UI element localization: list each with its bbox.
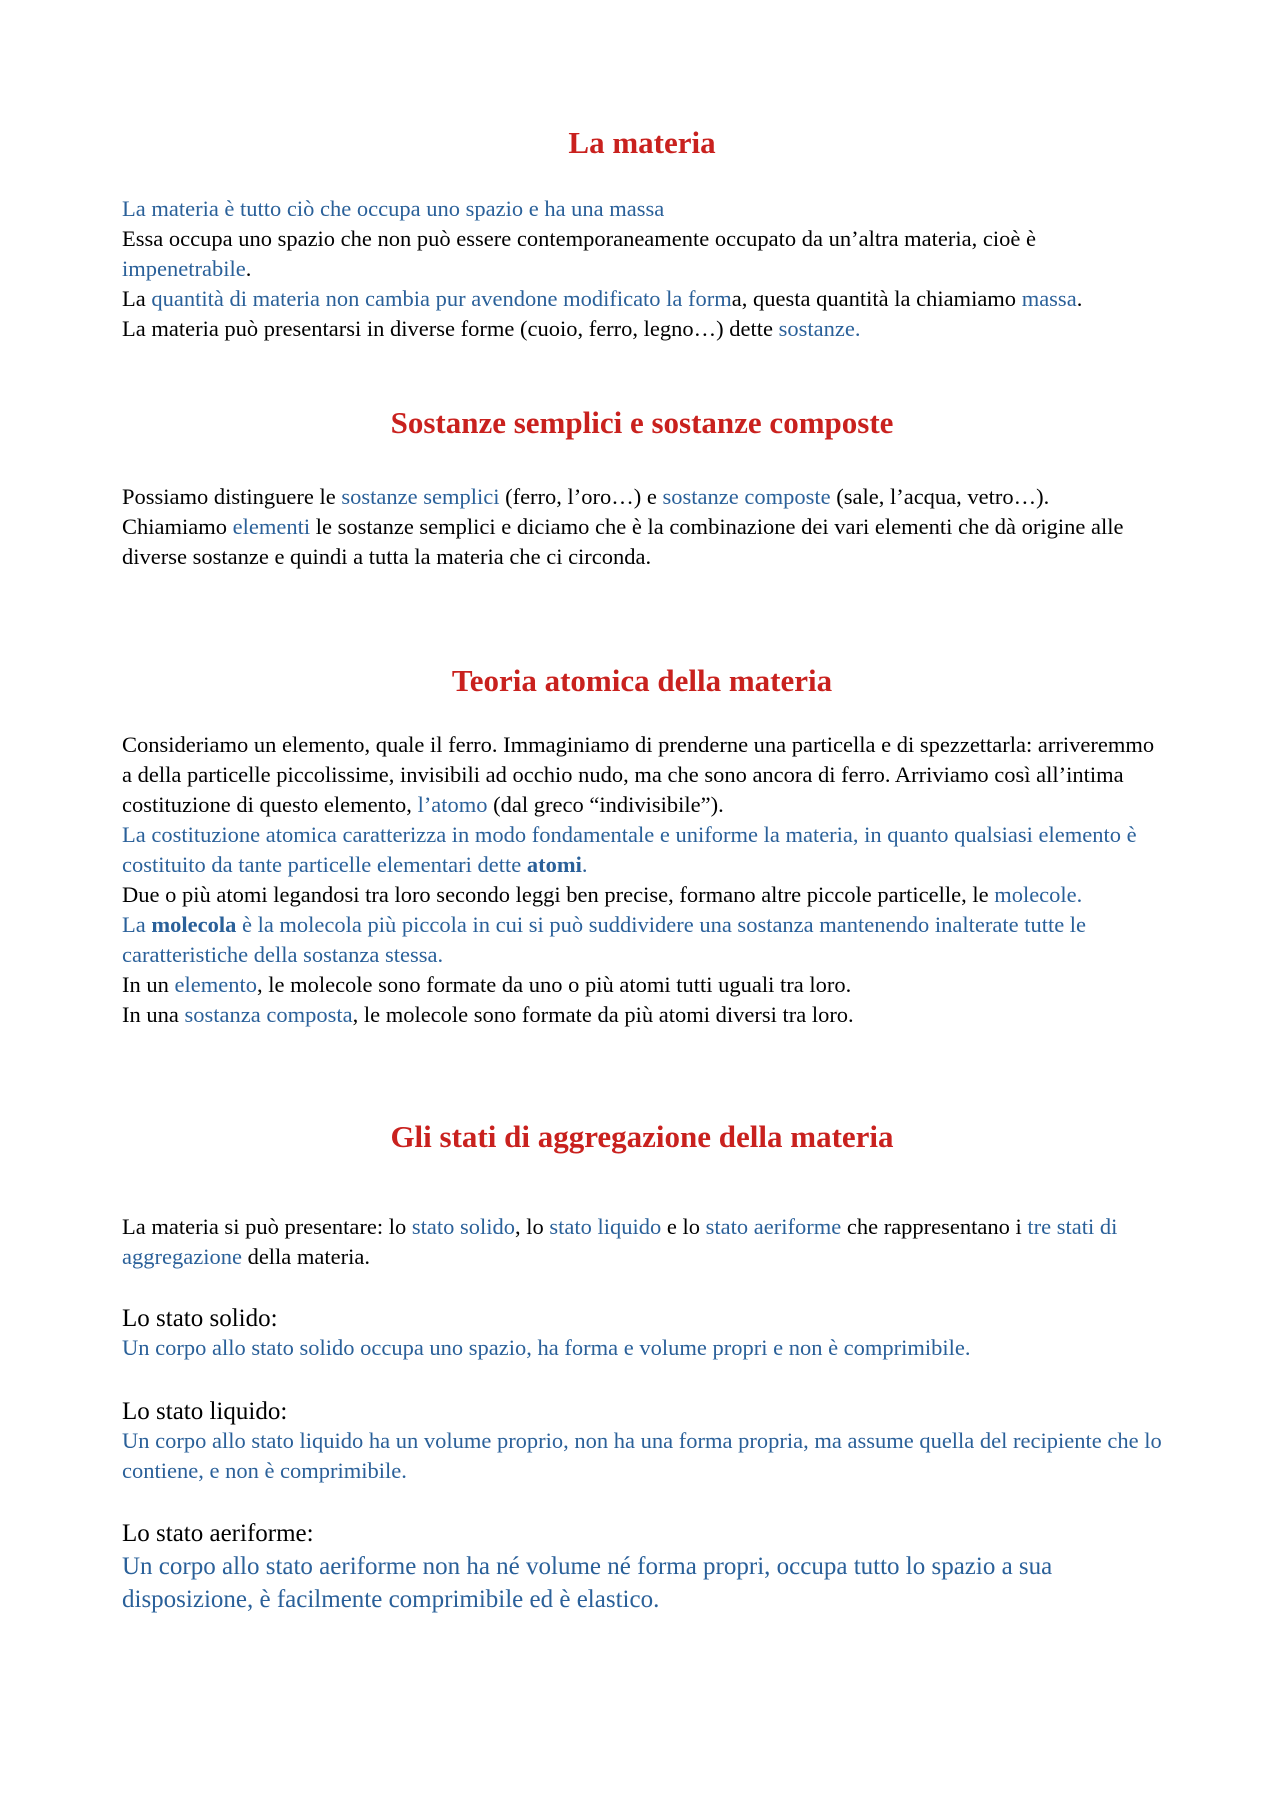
text: , le molecole sono formate da uno o più atomi tutti uguali tra loro.: [256, 972, 852, 997]
text: che rappresentano i: [841, 1214, 1028, 1239]
highlight-text: è la molecola più piccola in cui si può suddividere una sostanza mantenendo inalterate tutte le caratteristiche della sostanza stessa.: [122, 912, 1087, 967]
highlight-text: tre stati di aggregazione: [122, 1214, 1118, 1269]
text: Due o più atomi legandosi tra loro secondo leggi ben precise, formano altre piccole particelle, le: [122, 882, 995, 907]
highlight-text: sostanze.: [778, 316, 861, 341]
text: (sale, l’acqua, vetro…).: [830, 484, 1050, 509]
paragraph: [122, 1212, 1162, 1272]
paragraph: [122, 284, 1162, 314]
highlight-text: stato solido: [411, 1214, 516, 1239]
highlight-text: La: [122, 912, 152, 937]
text: (dal greco “indivisibile”).: [487, 792, 724, 817]
text: In un: [122, 972, 175, 997]
stato-liquido-block: [122, 1396, 1162, 1486]
highlight-text: elemento: [174, 972, 257, 997]
paragraph: [122, 820, 1162, 880]
text: La: [122, 286, 152, 311]
text: Essa occupa uno spazio che non può essere contemporaneamente occupato da un’altra materia, cioè è: [122, 226, 1036, 251]
text: La materia si può presentare: lo: [122, 1214, 412, 1239]
text: In una: [122, 1002, 185, 1027]
highlight-text: stato aeriforme: [705, 1214, 842, 1239]
paragraph: [122, 910, 1162, 970]
text: .: [245, 256, 252, 281]
stato-liquido-label: Lo stato liquido:: [122, 1398, 288, 1425]
stato-liquido-text: Un corpo allo stato liquido ha un volume proprio, non ha una forma propria, ma assume quella del recipiente che lo contiene, e non è comprimibile.: [122, 1428, 1162, 1483]
stato-aeriforme-label: Lo stato aeriforme:: [122, 1520, 314, 1547]
stato-aeriforme-text: Un corpo allo stato aeriforme non ha né volume né forma propri, occupa tutto lo spazio a sua disposizione, è facilmente comprimibile ed è elastico.: [122, 1553, 1053, 1613]
stato-aeriforme-block: [122, 1518, 1162, 1616]
paragraph: [122, 730, 1162, 820]
text: Chiamiamo: [122, 514, 233, 539]
stato-solido-label: Lo stato solido:: [122, 1305, 278, 1332]
bold-term: atomi: [526, 852, 582, 877]
highlight-text: sostanze composte: [662, 484, 831, 509]
highlight-text: La materia è tutto ciò che occupa uno spazio e ha una massa: [122, 196, 665, 221]
text: e lo: [661, 1214, 706, 1239]
highlight-text: elementi: [232, 514, 311, 539]
section-sostanze-body: [122, 482, 1162, 572]
paragraph: [122, 512, 1162, 572]
text: (ferro, l’oro…) e: [499, 484, 663, 509]
text: La materia può presentarsi in diverse forme (cuoio, ferro, legno…) dette: [122, 316, 779, 341]
section-title-stati-aggregazione: Gli stati di aggregazione della materia: [390, 1119, 894, 1154]
paragraph: [122, 224, 1162, 284]
section-title-la-materia: La materia: [568, 125, 716, 160]
stato-solido-text: Un corpo allo stato solido occupa uno spazio, ha forma e volume propri e non è comprimibile.: [122, 1335, 971, 1360]
bold-term: molecola: [151, 912, 237, 937]
text: Consideriamo un elemento, quale il ferro. Immaginiamo di prenderne una particella e di spezzettarla: arriveremmo a della particelle piccolissime, invisibili ad occhio nudo, ma che sono ancora di ferro. Arriviamo così all’intima costituzione di questo elemento,: [122, 732, 1155, 817]
stato-solido-block: [122, 1303, 1162, 1363]
section-stati-intro: [122, 1212, 1162, 1272]
section-la-materia-body: [122, 194, 1162, 344]
text: della materia.: [241, 1244, 370, 1269]
section-title-teoria-atomica: Teoria atomica della materia: [451, 663, 833, 698]
highlight-text: l’atomo: [417, 792, 488, 817]
text: le sostanze semplici e diciamo che è la combinazione dei vari elementi che dà origine alle diverse sostanze e quindi a tutta la materia che ci circonda.: [122, 514, 1124, 569]
section-teoria-atomica-body: [122, 730, 1162, 1030]
text: a, questa quantità la chiamiamo: [731, 286, 1022, 311]
text: .: [1076, 286, 1083, 311]
highlight-text: .: [581, 852, 588, 877]
highlight-text: stato liquido: [549, 1214, 662, 1239]
text: Possiamo distinguere le: [122, 484, 342, 509]
paragraph: [122, 194, 1162, 224]
paragraph: [122, 880, 1162, 910]
paragraph: [122, 1000, 1162, 1030]
highlight-text: quantità di materia non cambia pur avendone modificato la form: [151, 286, 732, 311]
highlight-text: sostanza composta: [184, 1002, 353, 1027]
text: , lo: [515, 1214, 550, 1239]
highlight-text: sostanze semplici: [341, 484, 500, 509]
highlight-text: molecole.: [994, 882, 1083, 907]
paragraph: [122, 482, 1162, 512]
highlight-text: La costituzione atomica caratterizza in modo fondamentale e uniforme la materia, in quanto qualsiasi elemento è costituito da tante particelle elementari dette: [122, 822, 1137, 877]
section-title-sostanze: Sostanze semplici e sostanze composte: [390, 405, 894, 440]
highlight-text: impenetrabile: [122, 256, 246, 281]
paragraph: [122, 970, 1162, 1000]
highlight-text: massa: [1021, 286, 1077, 311]
text: , le molecole sono formate da più atomi diversi tra loro.: [352, 1002, 854, 1027]
paragraph: [122, 314, 1162, 344]
